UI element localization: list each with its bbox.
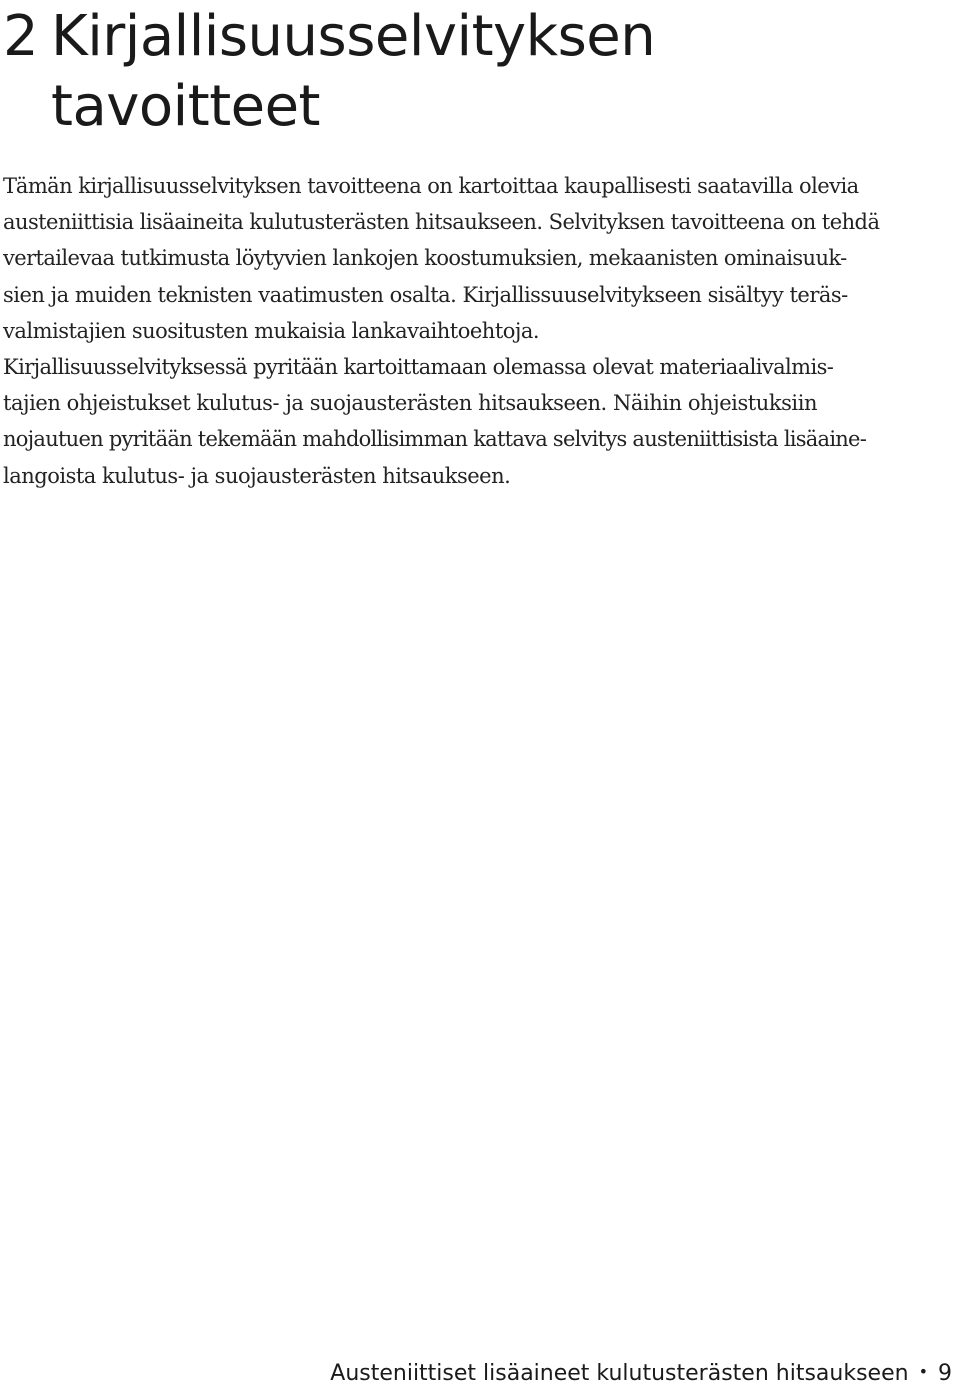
text-line: sien ja muiden teknisten vaatimusten osalta. Kirjallissuuselvitykseen sisältyy teräs- xyxy=(3,282,848,307)
text-line: nojautuen pyritään tekemään mahdollisimman kattava selvitys austeniittisista lisäaine- xyxy=(3,427,867,452)
body-paragraphs xyxy=(3,168,953,494)
text-line: valmistajien suositusten mukaisia lankavaihtoehtoja. xyxy=(3,318,540,343)
chapter-number: 2 xyxy=(3,4,39,69)
text-line: austeniittisia lisäaineita kulutusterästen hitsaukseen. Selvityksen tavoitteena on tehdä xyxy=(3,210,880,235)
page-title xyxy=(3,2,943,142)
bullet-separator: • xyxy=(918,1362,928,1381)
title-line-2: tavoitteet xyxy=(51,74,321,139)
text-line: Tämän kirjallisuusselvityksen tavoitteena on kartoittaa kaupallisesti saatavilla olevia xyxy=(3,174,859,198)
text-line: Kirjallisuusselvityksessä pyritään kartoittamaan olemassa olevat materiaalivalmis- xyxy=(3,355,834,380)
page-footer xyxy=(330,1356,952,1390)
text-line: tajien ohjeistukset kulutus- ja suojausterästen hitsaukseen. Näihin ohjeistuksiin xyxy=(3,391,818,416)
text-line: langoista kulutus- ja suojausterästen hitsaukseen. xyxy=(3,463,511,488)
title-line-1: Kirjallisuusselvityksen xyxy=(51,4,656,69)
footer-title: Austeniittiset lisäaineet kulutusterästen hitsaukseen xyxy=(330,1361,909,1386)
page-number: 9 xyxy=(938,1361,952,1386)
text-line: vertailevaa tutkimusta löytyvien lankojen koostumuksien, mekaanisten ominaisuuk- xyxy=(3,246,847,271)
